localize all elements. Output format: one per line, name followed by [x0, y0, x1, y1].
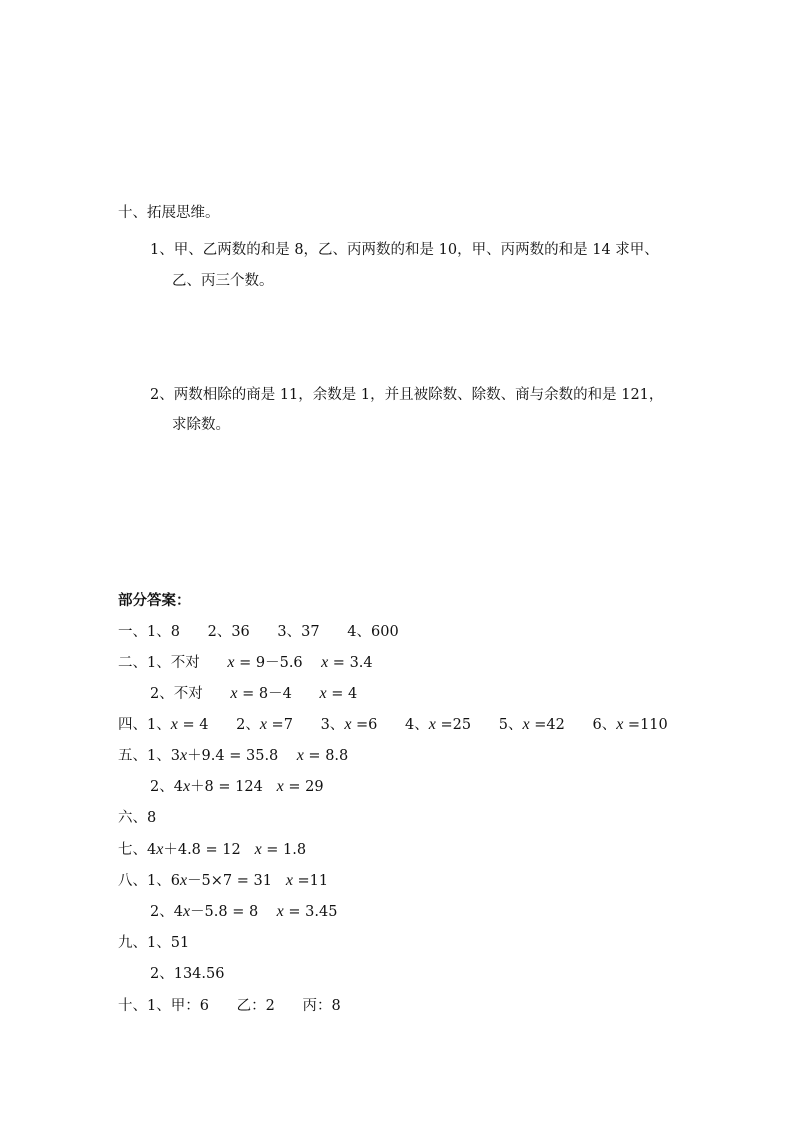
answer-line: 2、134.56	[150, 966, 225, 982]
section-heading: 十、拓展思维。	[118, 205, 220, 221]
answer-line: 2、4x－5.8 = 8 x = 3.45	[150, 903, 338, 920]
question-2-line-1: 2、两数相除的商是 11，余数是 1，并且被除数、除数、商与余数的和是 121，	[150, 387, 664, 403]
answer-line: 一、1、8 2、36 3、37 4、600	[118, 624, 399, 640]
answer-line: 九、1、51	[118, 935, 190, 951]
answer-line: 六、8	[118, 810, 157, 826]
answer-line: 十、1、甲：6 乙：2 丙：8	[118, 998, 341, 1014]
answer-line: 四、1、x = 4 2、x =7 3、x =6 4、x =25 5、x =42 6、x =110	[118, 716, 668, 733]
question-1-line-1: 1、甲、乙两数的和是 8，乙、丙两数的和是 10，甲、丙两数的和是 14 求甲、	[150, 242, 659, 258]
answers-title: 部分答案：	[118, 593, 191, 609]
answer-line: 七、4x＋4.8 = 12 x = 1.8	[118, 841, 307, 858]
question-2-line-2: 求除数。	[172, 417, 230, 433]
answer-line: 五、1、3x＋9.4 = 35.8 x = 8.8	[118, 747, 349, 764]
question-1-line-2: 乙、丙三个数。	[172, 273, 274, 289]
answer-line: 八、1、6x－5×7 = 31 x =11	[118, 872, 329, 889]
answer-line: 二、1、不对 x = 9－5.6 x = 3.4	[118, 654, 373, 671]
answer-line: 2、不对 x = 8－4 x = 4	[150, 685, 358, 702]
answer-line: 2、4x＋8 = 124 x = 29	[150, 778, 324, 795]
